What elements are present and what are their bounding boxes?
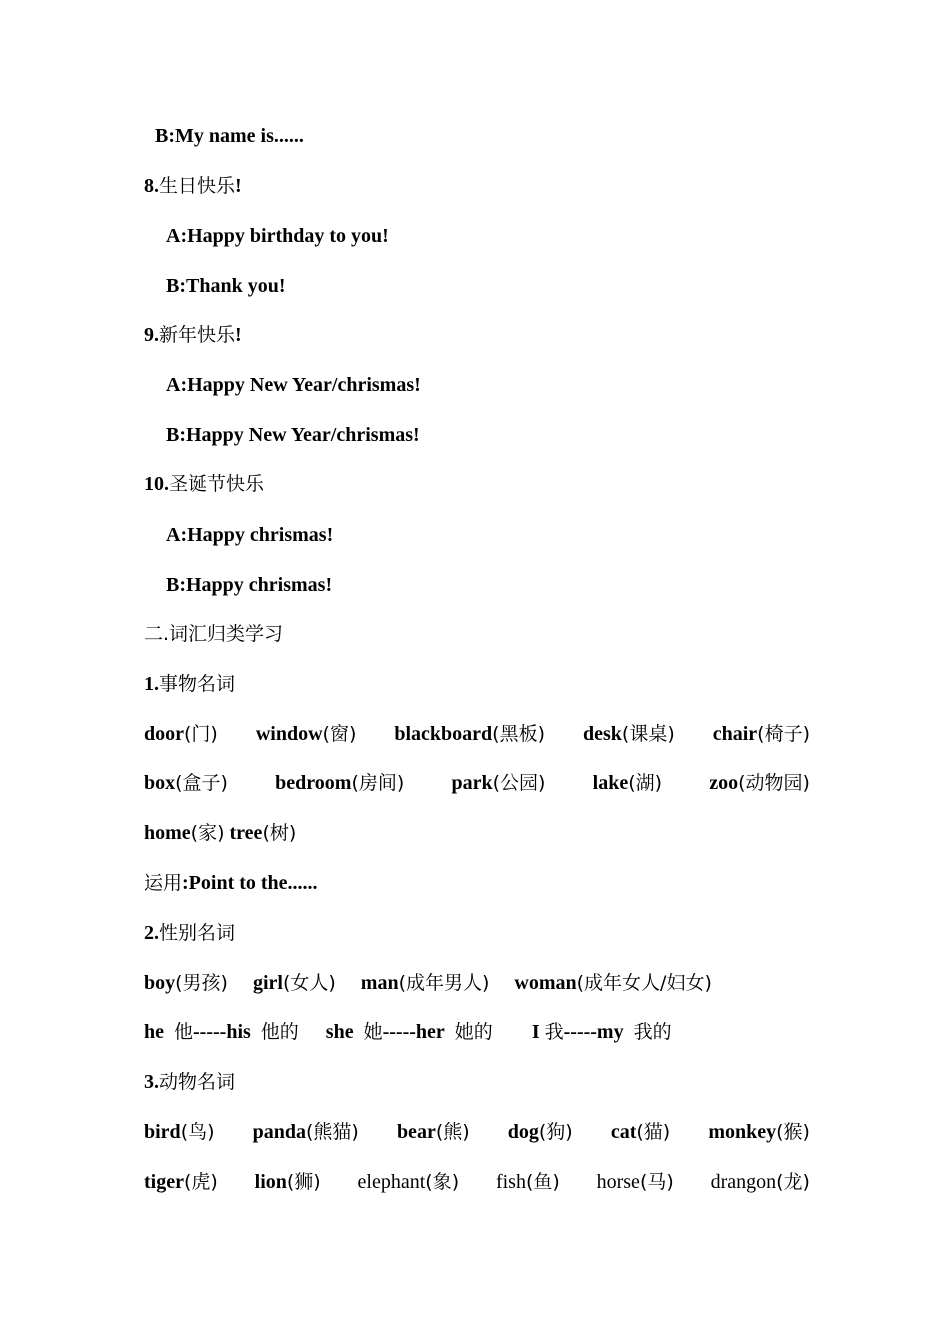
section-title: 动物名词 [159, 1071, 236, 1093]
vocab-meaning: (狮) [286, 1171, 321, 1193]
vocab-item [394, 719, 545, 749]
pronoun-meaning: 他 [174, 1021, 194, 1043]
vocab-word: girl [252, 972, 283, 994]
vocab-item [514, 972, 711, 994]
dialogue-line [166, 221, 810, 251]
vocab-item [358, 1167, 460, 1197]
vocab-meaning: (湖) [628, 772, 663, 794]
vocab-meaning: (鱼) [525, 1171, 560, 1193]
section-number: 2. [144, 922, 159, 944]
pronoun-meaning: 她 [363, 1021, 383, 1043]
vocab-word: tree [229, 822, 263, 844]
pronoun-pair [532, 1021, 672, 1043]
dialogue-line [166, 370, 810, 400]
dialogue-line [166, 420, 810, 450]
vocab-word: lake [592, 772, 629, 794]
vocab-meaning: (动物园) [738, 772, 810, 794]
vocab-word: blackboard [394, 723, 493, 745]
vocab-word: bear [396, 1121, 436, 1143]
vocab-item [253, 972, 336, 994]
vocab-word: zoo [709, 772, 739, 794]
vocab-item [144, 972, 228, 994]
vocab-meaning: (成年女人/妇女) [576, 972, 712, 994]
dialogue-text: B:Happy chrismas! [166, 574, 333, 596]
section-title: 圣诞节快乐 [169, 473, 265, 495]
vocab-meaning: (黑板) [492, 723, 545, 745]
vocab-word: park [451, 772, 493, 794]
vocab-item [230, 822, 297, 844]
vocab-item [275, 768, 404, 798]
dialogue-text: B:My name is...... [155, 125, 304, 147]
pronoun-pair [144, 1021, 299, 1043]
usage-line [144, 868, 810, 898]
dialogue-text: A:Happy New Year/chrismas! [166, 374, 421, 396]
usage-text: :Point to the...... [182, 872, 318, 894]
vocab-word: bird [144, 1121, 181, 1143]
dialogue-text: B:Thank you! [166, 275, 286, 297]
vocab-word: panda [252, 1121, 306, 1143]
vocab-meaning: (窗) [322, 723, 357, 745]
vocab-word: dog [507, 1121, 539, 1143]
section-heading [144, 669, 810, 699]
vocab-word: man [360, 972, 399, 994]
vocab-item [397, 1117, 470, 1147]
dialogue-text: A:Happy birthday to you! [166, 225, 389, 247]
vocab-word: window [255, 723, 323, 745]
section-punct: ! [235, 175, 242, 197]
pronoun-word: -----his [193, 1021, 251, 1043]
vocab-meaning: (猫) [636, 1121, 671, 1143]
dialogue-line [166, 271, 810, 301]
vocab-row [144, 1117, 810, 1147]
vocab-word: woman [514, 972, 577, 994]
dialogue-text: B:Happy New Year/chrismas! [166, 424, 420, 446]
dialogue-line [155, 121, 810, 151]
vocab-item [496, 1167, 560, 1197]
pronoun-pair [326, 1021, 493, 1043]
vocab-item [144, 768, 228, 798]
vocab-item [361, 972, 490, 994]
section-punct: ! [235, 324, 242, 346]
vocab-meaning: (课桌) [621, 723, 675, 745]
vocab-meaning: (女人) [282, 972, 336, 994]
vocab-word: cat [610, 1121, 637, 1143]
vocab-word: door [144, 723, 184, 745]
vocab-meaning: (狗) [538, 1121, 573, 1143]
vocab-meaning: (虎) [183, 1171, 218, 1193]
vocab-word: box [144, 772, 176, 794]
section-number: 1. [144, 673, 159, 695]
section-number: 3. [144, 1071, 159, 1093]
dialogue-line [166, 570, 810, 600]
vocab-item [256, 719, 357, 749]
vocab-row [144, 818, 810, 848]
vocab-item [583, 719, 675, 749]
pronoun-word: -----her [382, 1021, 445, 1043]
vocab-word: bedroom [275, 772, 352, 794]
vocab-item [711, 1167, 810, 1197]
vocab-meaning: (椅子) [757, 723, 810, 745]
chapter-title: 二.词汇归类学习 [144, 623, 284, 645]
vocab-item [144, 1117, 215, 1147]
usage-label: 运用 [144, 872, 183, 894]
vocab-meaning: (龙) [776, 1171, 810, 1193]
vocab-item [708, 1117, 810, 1147]
vocab-item [611, 1117, 670, 1147]
vocab-meaning: (门) [184, 723, 218, 745]
vocab-meaning: (成年男人) [398, 972, 490, 994]
vocab-row [144, 719, 810, 749]
vocab-row [144, 768, 810, 798]
vocab-word: horse [596, 1171, 640, 1193]
vocab-word: elephant [357, 1171, 426, 1193]
vocab-meaning: (鸟) [180, 1121, 215, 1143]
vocab-word: monkey [708, 1121, 777, 1143]
section-number: 9. [144, 324, 159, 346]
vocab-word: boy [144, 972, 176, 994]
vocab-meaning: (房间) [351, 772, 405, 794]
dialogue-line [166, 520, 810, 550]
section-title: 性别名词 [159, 922, 236, 944]
pronoun-word: he [144, 1021, 164, 1043]
dialogue-text: A:Happy chrismas! [166, 524, 334, 546]
vocab-word: tiger [144, 1171, 184, 1193]
vocab-meaning: (猴) [776, 1121, 810, 1143]
vocab-item [144, 1167, 218, 1197]
vocab-item [713, 719, 810, 749]
pronoun-meaning: 她的 [454, 1021, 493, 1043]
pronoun-meaning: 他的 [260, 1021, 299, 1043]
pronoun-word: -----my [563, 1021, 624, 1043]
pronoun-row [144, 1017, 810, 1047]
vocab-item [508, 1117, 573, 1147]
vocab-meaning: (熊) [435, 1121, 470, 1143]
vocab-item [452, 768, 546, 798]
vocab-word: desk [583, 723, 622, 745]
section-heading [144, 1067, 810, 1097]
vocab-item [597, 1167, 674, 1197]
vocab-meaning: (象) [425, 1171, 460, 1193]
section-heading [144, 171, 810, 201]
vocab-word: chair [712, 723, 758, 745]
vocab-meaning: (盒子) [175, 772, 228, 794]
vocab-item [593, 768, 662, 798]
vocab-item [144, 822, 225, 844]
vocab-item [709, 768, 810, 798]
vocab-row [144, 968, 810, 998]
vocab-meaning: (马) [639, 1171, 674, 1193]
vocab-word: lion [254, 1171, 287, 1193]
vocab-row [144, 1167, 810, 1197]
vocab-item [144, 719, 218, 749]
section-title: 新年快乐 [159, 324, 236, 346]
vocab-meaning: (树) [262, 822, 297, 844]
vocab-item [255, 1167, 321, 1197]
vocab-meaning: (公园) [492, 772, 546, 794]
vocab-item [253, 1117, 359, 1147]
section-number: 10. [144, 473, 169, 495]
pronoun-word: I [531, 1021, 540, 1043]
pronoun-word: she [325, 1021, 354, 1043]
vocab-meaning: (熊猫) [306, 1121, 359, 1143]
section-heading [144, 918, 810, 948]
section-number: 8. [144, 175, 159, 197]
vocab-word: fish [495, 1171, 526, 1193]
vocab-word: home [144, 822, 191, 844]
section-title: 生日快乐 [159, 175, 236, 197]
pronoun-meaning: 我的 [633, 1021, 672, 1043]
pronoun-meaning: 我 [544, 1021, 564, 1043]
section-title: 事物名词 [159, 673, 236, 695]
chapter-heading [144, 619, 810, 649]
vocab-word: drangon [710, 1171, 777, 1193]
section-heading [144, 469, 810, 499]
section-heading [144, 320, 810, 350]
vocab-meaning: (男孩) [175, 972, 228, 994]
vocab-meaning: (家) [190, 822, 225, 844]
